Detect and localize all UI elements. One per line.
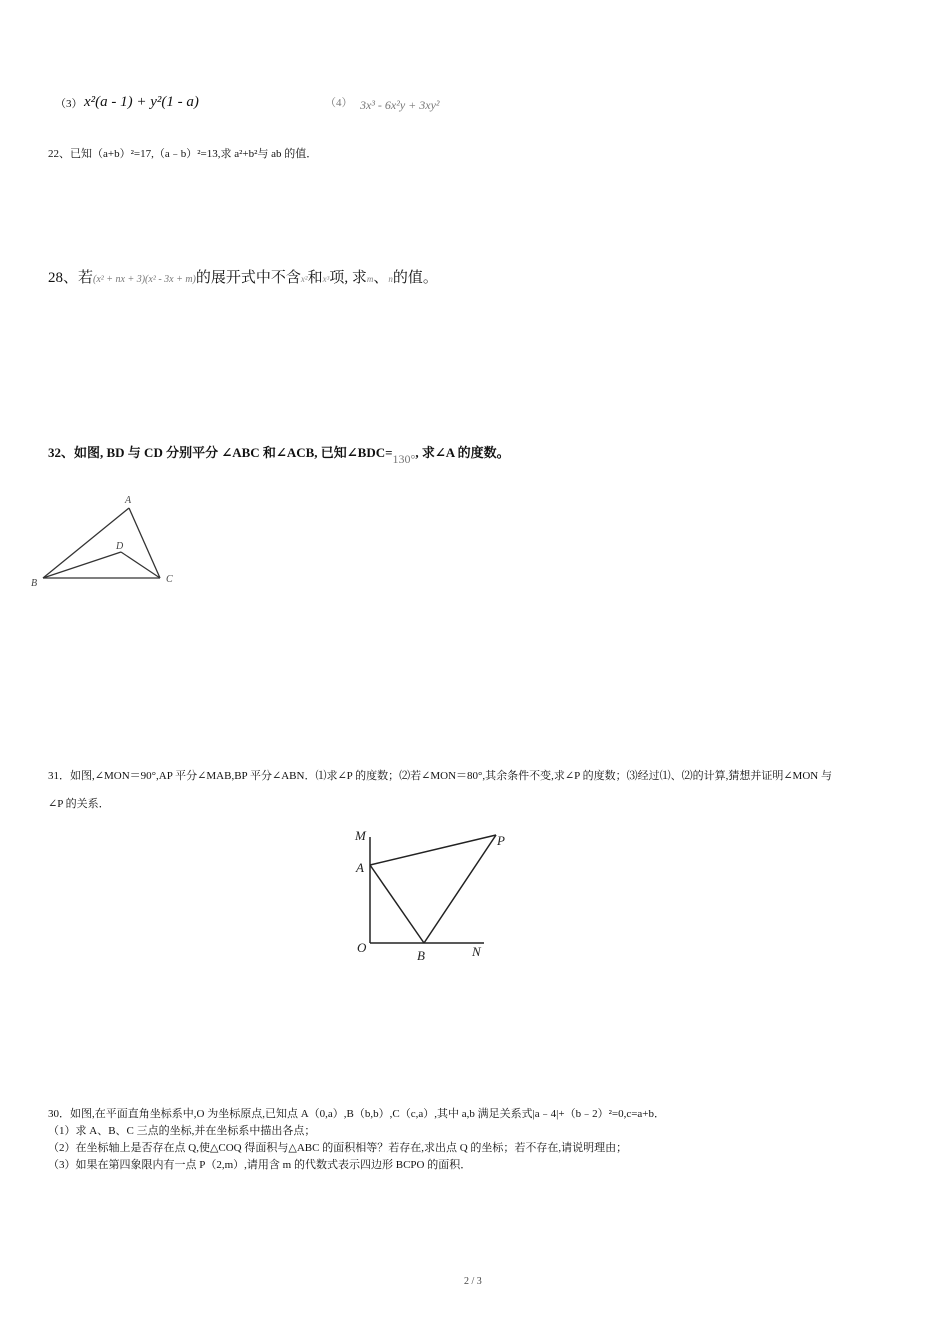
part3-expression: x²(a - 1) + y²(1 - a) [84, 94, 199, 110]
q28-sep: 、 [373, 270, 389, 286]
segment-ap [370, 835, 496, 865]
question-28 [48, 266, 438, 287]
question-31-line2: ∠P 的关系． [48, 798, 110, 810]
triangle-figure [25, 490, 190, 590]
question-32 [48, 442, 510, 466]
q28-end: 的值。 [392, 270, 438, 286]
angle-figure [345, 822, 525, 967]
label-b2: B [417, 948, 425, 963]
question-30-line4: （3）如果在第四象限内有一点 P（2,m）,请用含 m 的代数式表示四边形 BCPO 的面积． [48, 1159, 472, 1171]
label-d: D [116, 541, 124, 552]
q32-prefix: 32、如图, BD 与 CD 分别平分 ∠ABC 和∠ACB, 已知∠BDC= [48, 445, 393, 460]
part3-label: （3） [55, 98, 83, 110]
label-p: P [497, 833, 505, 848]
question-31-line1: 31．如图,∠MON＝90°,AP 平分∠MAB,BP 平分∠ABN．⑴求∠P 的度数；⑵若∠MON＝80°,其余条件不变,求∠P 的度数；⑶经过⑴、⑵的计算,猜想并证明∠MON 与 [48, 770, 832, 782]
label-n: N [472, 944, 481, 959]
question-30-line2: （1）求 A、B、C 三点的坐标,并在坐标系中描出各点； [48, 1125, 316, 1137]
label-c: C [166, 574, 173, 585]
segment-bp [424, 835, 496, 943]
q28-term2: x³ [322, 274, 330, 284]
q32-suffix: , 求∠A 的度数。 [415, 445, 510, 460]
q32-angle: 130° [392, 452, 416, 466]
label-b: B [31, 578, 38, 589]
segment-ab [370, 865, 424, 943]
q28-and: 和 [307, 270, 323, 286]
q28-mid: 的展开式中不含 [195, 270, 301, 286]
q28-expr1: (x² + nx + 3) [93, 274, 146, 285]
q28-suffix: 项, 求 [329, 270, 367, 286]
question-22: 22、已知（a+b）²=17,（a﹣b）²=13,求 a²+b²与 ab 的值． [48, 148, 318, 160]
q28-term1: x² [300, 274, 308, 284]
q28-expr2: (x² - 3x + m) [145, 274, 196, 285]
label-o: O [357, 940, 367, 955]
q28-n: n [388, 274, 393, 284]
part4-expression: 3x³ - 6x²y + 3xy² [360, 98, 440, 112]
label-a: A [125, 495, 132, 506]
page-number: 2 / 3 [464, 1276, 482, 1287]
q28-prefix: 28、若 [48, 270, 94, 286]
question-30-line3: （2）在坐标轴上是否存在点 Q,使△COQ 得面积与△ABC 的面积相等？若存在,求出点 Q 的坐标；若不存在,请说明理由； [48, 1142, 628, 1154]
label-m: M [355, 828, 366, 843]
part4-label: （4） [325, 97, 353, 109]
edge-bd [43, 552, 121, 578]
question-30-line1: 30．如图,在平面直角坐标系中,O 为坐标原点,已知点 A（0,a）,B（b,b）,C（c,a）,其中 a,b 满足关系式|a﹣4|+（b﹣2）²=0,c=a+b． [48, 1108, 666, 1120]
label-a2: A [356, 860, 364, 875]
q28-m: m [366, 274, 374, 284]
